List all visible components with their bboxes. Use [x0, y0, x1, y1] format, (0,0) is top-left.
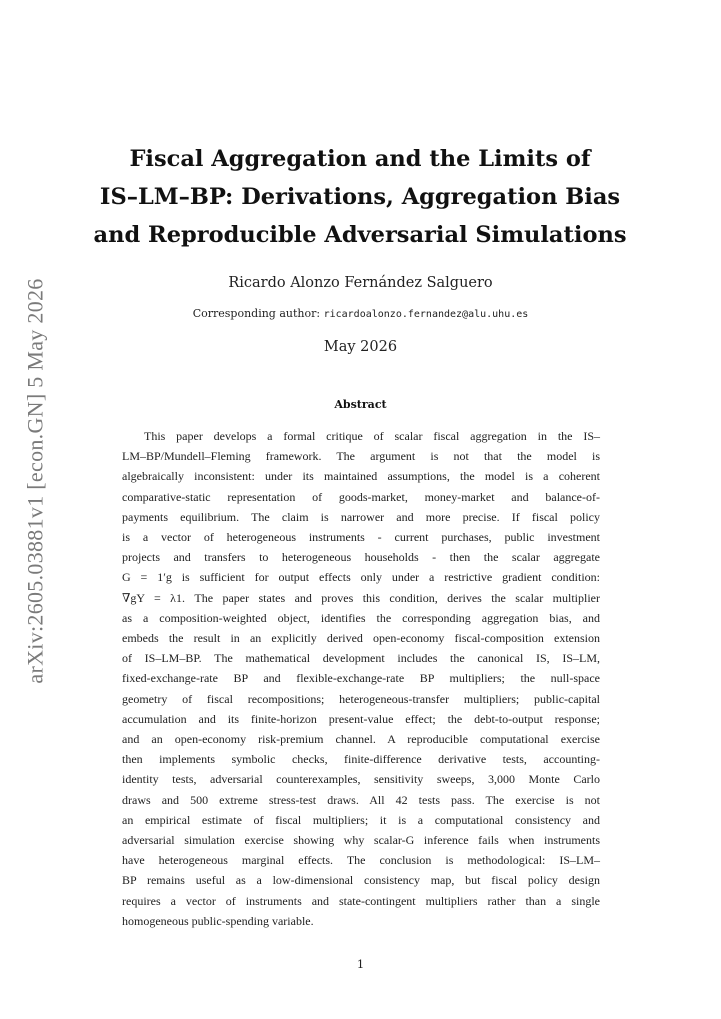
- abstract-heading: Abstract: [334, 398, 387, 411]
- abstract-line: LM–BP/Mundell–Fleming framework. The argument is not that the model is: [122, 449, 600, 464]
- abstract-body: [122, 426, 600, 931]
- abstract-line: accumulation and its finite-horizon present-value effect; the debt-to-output response;: [122, 711, 600, 726]
- abstract-line: of IS–LM–BP. The mathematical development includes the canonical IS, IS–LM,: [122, 651, 600, 666]
- title-line-3: and Reproducible Adversarial Simulations: [93, 222, 627, 248]
- corresponding-author: [0, 307, 721, 320]
- abstract-line: then implements symbolic checks, finite-difference derivative tests, accounting-: [122, 752, 600, 767]
- title-line-2: IS–LM–BP: Derivations, Aggregation Bias: [99, 184, 621, 210]
- abstract-line: algebraically inconsistent: under its maintained assumptions, the model is a coherent: [122, 469, 600, 484]
- abstract-line: ∇gY = λ1. The paper states and proves this condition, derives the scalar multiplier: [122, 590, 600, 605]
- abstract-line: identity tests, adversarial counterexamples, sensitivity sweeps, 3,000 Monte Carlo: [122, 772, 600, 787]
- author-name: Ricardo Alonzo Fernández Salguero: [228, 275, 493, 291]
- abstract-line: adversarial simulation exercise showing why scalar-G inference fails when instruments: [122, 833, 600, 848]
- abstract-line: This paper develops a formal critique of scalar fiscal aggregation in the IS–: [144, 429, 600, 443]
- page-number: 1: [356, 957, 365, 971]
- abstract-line: requires a vector of instruments and state-contingent multipliers rather than a single: [122, 893, 600, 908]
- abstract-line: is a vector of heterogeneous instruments - current purchases, public investment: [122, 530, 600, 545]
- abstract-line: payments equilibrium. The claim is narrower and more precise. If fiscal policy: [122, 509, 600, 524]
- abstract-line: comparative-static representation of goods-market, money-market and balance-of-: [122, 489, 600, 504]
- abstract-line: BP remains useful as a low-dimensional consistency map, but fiscal policy design: [122, 873, 600, 888]
- abstract-line: draws and 500 extreme stress-test draws. All 42 tests pass. The exercise is not: [122, 792, 600, 807]
- abstract-line: G = 1′g is sufficient for output effects only under a restrictive gradient condition:: [122, 570, 600, 585]
- abstract-line: projects and transfers to heterogeneous households - then the scalar aggregate: [122, 550, 600, 565]
- abstract-line: an empirical estimate of fiscal multipliers; it is a computational consistency and: [122, 812, 600, 827]
- abstract-line: and an open-economy risk-premium channel. A reproducible computational exercise: [122, 732, 600, 747]
- abstract-line: embeds the result in an explicitly derived open-economy fiscal-composition extension: [122, 631, 600, 646]
- publication-date: May 2026: [323, 339, 398, 355]
- title-line-1: Fiscal Aggregation and the Limits of: [129, 146, 591, 172]
- abstract-line: homogeneous public-spending variable.: [122, 913, 314, 928]
- abstract-line: geometry of fiscal recompositions; heterogeneous-transfer multipliers; public-capital: [122, 691, 600, 706]
- arxiv-identifier-text: arXiv:2605.03881v1 [econ.GN] 5 May 2026: [23, 278, 48, 684]
- abstract-line: fixed-exchange-rate BP and flexible-exchange-rate BP multipliers; the null-space: [122, 671, 600, 686]
- abstract-line: have heterogeneous marginal effects. The conclusion is methodological: IS–LM–: [122, 853, 600, 868]
- abstract-line: as a composition-weighted object, identifies the corresponding aggregation bias, and: [122, 610, 600, 625]
- paper-title: [60, 140, 660, 254]
- corresponding-email: ricardoalonzo.fernandez@alu.uhu.es: [323, 309, 529, 320]
- corresponding-label: Corresponding author:: [192, 307, 324, 320]
